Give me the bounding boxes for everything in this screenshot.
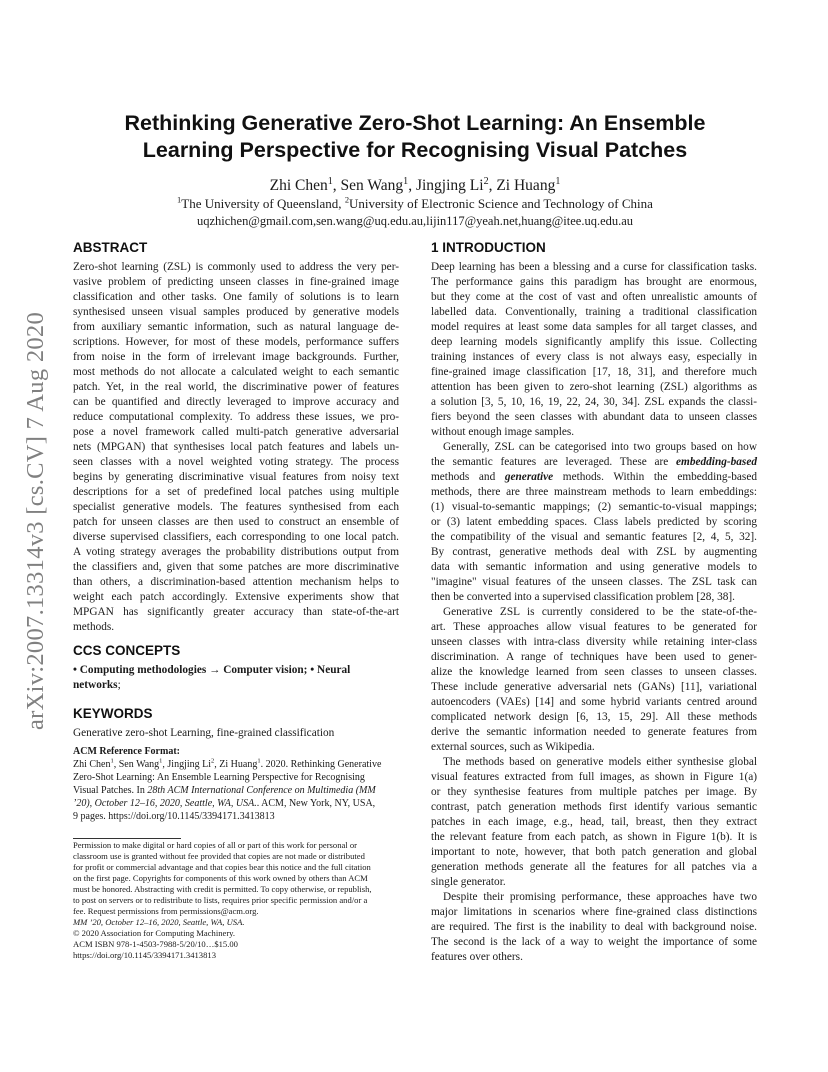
abstract-line: synthesised unseen visual samples produced by generative models — [73, 306, 399, 318]
introduction-heading: 1 INTRODUCTION — [431, 240, 546, 255]
intro-line: model requires at least some data samples for all target classes, and — [431, 321, 757, 333]
arxiv-identifier: arXiv:2007.13314v3 [cs.CV] 7 Aug 2020 — [22, 311, 49, 731]
permission-notice — [73, 840, 403, 961]
emphasis-term: generative — [504, 471, 554, 483]
intro-line: (1) visual-to-semantic mappings; (2) semantic-to-visual mappings; — [431, 501, 757, 513]
abstract-line: the classifiers and, given that some patches are more discriminative — [73, 561, 399, 573]
intro-line: Deep learning has been a blessing and a curse for classification tasks. — [431, 261, 757, 273]
intro-line: training instances of every class is not always easy, especially in — [431, 351, 757, 363]
footnote-rule — [73, 838, 181, 839]
abstract-line: classification and other tasks. One family of solutions is to learn — [73, 291, 399, 303]
intro-line: deep learning models significantly amplify this issue. Collecting — [431, 336, 757, 348]
paper-title — [70, 110, 760, 164]
ref-author: , Sen Wang — [113, 759, 160, 770]
ccs-terminator: ; — [117, 679, 121, 691]
title-line: Rethinking Generative Zero-Shot Learning: An Ensemble — [124, 111, 706, 135]
abstract-line: vasive problem of predicting unseen classes in fine-grained image — [73, 276, 399, 288]
intro-line: "imagine" visual features of the unseen classes. The ZSL task can — [431, 576, 757, 588]
ref-author: , Zi Huang — [214, 759, 258, 770]
copyright-line: © 2020 Association for Computing Machinery. — [73, 928, 236, 938]
ref-line: 9 pages. https://doi.org/10.1145/3394171.3413813 — [73, 811, 275, 822]
intro-line: then be converted into a supervised classification problem [28, 38]. — [431, 591, 735, 603]
ref-text: Visual Patches. In — [73, 785, 148, 796]
affiliation-mark: 1 — [327, 175, 333, 187]
abstract-line: patch for unseen classes are then used to construct an ensemble of — [73, 516, 399, 528]
intro-line: derive the semantic information needed to generate features from — [431, 726, 757, 738]
ref-author: , Jingjing Li — [162, 759, 212, 770]
keywords-heading: KEYWORDS — [73, 706, 153, 721]
affiliation-mark: 1 — [555, 175, 561, 187]
intro-text: the semantic features are leveraged. These are — [431, 456, 677, 468]
intro-line: without enough image samples. — [431, 426, 575, 438]
emphasis-term: embedding-based — [676, 456, 757, 468]
intro-line: visual features extracted from full images, as shown in Figure 1(a) — [431, 771, 757, 783]
affiliation-text: University of Electronic Science and Technology of China — [349, 196, 653, 211]
ref-affiliation-mark: 2 — [211, 757, 215, 765]
intro-line: The methods based on generative models either synthesise global — [443, 756, 757, 768]
permission-line: fee. Request permissions from permissions@acm.org. — [73, 906, 259, 916]
ref-text: . ACM, New York, NY, USA, — [256, 798, 376, 809]
intro-text: methods and — [431, 471, 505, 483]
abstract-line: methods. — [73, 621, 115, 633]
intro-line: the compatibility of the visual and semantic features [2, 4, 5, 32]. — [431, 531, 757, 543]
intro-line: generation methods generate all the features for all patches via a — [431, 861, 757, 873]
intro-line: or (3) latent embedding spaces. Class labels predicted by scoring — [431, 516, 757, 528]
permission-line: on the first page. Copyrights for components of this work owned by others than ACM — [73, 873, 368, 883]
permission-line: classroom use is granted without fee provided that copies are not made or distributed — [73, 851, 365, 861]
abstract-body — [73, 260, 399, 635]
intro-line: art. These approaches allow visual features to be generated for — [431, 621, 757, 633]
intro-line: alize the knowledge learned from seen classes to unseen classes. — [431, 666, 757, 678]
intro-text: methods. Within the embedding-based — [553, 471, 757, 483]
arxiv-sidebar-stamp — [14, 286, 58, 756]
abstract-line: can be quantified and directly leveraged to improve accuracy and — [73, 396, 399, 408]
ref-affiliation-mark: 1 — [257, 757, 261, 765]
ref-affiliation-mark: 1 — [159, 757, 163, 765]
intro-line: methods, there are three mainstream methods to learn embeddings: — [431, 486, 757, 498]
intro-line: but they come at the cost of vast and often unrealistic amounts of — [431, 291, 757, 303]
abstract-line: reduce computational complexity. To address these issues, we pro- — [73, 411, 399, 423]
abstract-line: A voting strategy averages the probability distributions output from — [73, 546, 399, 558]
intro-line: By contrast, generative methods deal with ZSL by augmenting — [431, 546, 757, 558]
intro-line: important to note, however, that both patch generation and global — [431, 846, 757, 858]
intro-line: discrimination. A range of techniques have been used to gener- — [431, 651, 757, 663]
affiliations — [70, 196, 760, 212]
author-separator: , — [488, 177, 497, 194]
intro-line: major limitations in scenarios where fine-grained class distinctions — [431, 906, 757, 918]
keywords-text: Generative zero-shot Learning, fine-grained classification — [73, 727, 335, 739]
acm-reference — [73, 745, 399, 823]
abstract-line: descriptions for a set of predefined local patches using multiple — [73, 486, 399, 498]
abstract-line: seen classes with a novel weighted voting strategy. The process — [73, 456, 399, 468]
intro-line: Generative ZSL is currently considered to be the state-of-the- — [443, 606, 757, 618]
abstract-line: patch. Yet, in the real world, the discriminative power of features — [73, 381, 399, 393]
keywords-body — [73, 726, 399, 741]
intro-line: a solution [3, 5, 10, 16, 19, 22, 24, 30, 34]. ZSL expands the classi- — [431, 396, 757, 408]
intro-line: labelled data. Conventionally, training a traditional classification — [431, 306, 757, 318]
abstract-line: weight each patch accordingly. Extensive experiments show that — [73, 591, 399, 603]
intro-line: data with semantic information and using generative models to — [431, 561, 757, 573]
intro-line: These include generative adversarial nets (GANs) [11], variational — [431, 681, 757, 693]
ccs-concept: networks — [73, 679, 118, 691]
abstract-line: begins by generating discriminative visual features from noisy text — [73, 471, 399, 483]
intro-line: autoencoders (VAEs) [14] and some hybrid variants centred around — [431, 696, 757, 708]
ccs-concept: • Neural — [310, 664, 351, 676]
introduction-body — [431, 260, 757, 965]
conference-line: MM ’20, October 12–16, 2020, Seattle, WA, USA. — [73, 917, 245, 927]
intro-line: complicated network design [6, 13, 15, 29]. All these methods — [431, 711, 757, 723]
ccs-concept: Computer vision; — [223, 664, 308, 676]
intro-line: unseen classes with intra-class diversity while retaining inter-class — [431, 636, 757, 648]
abstract-line: most methods do not allocate a calculated weight to each semantic — [73, 366, 399, 378]
intro-line: are required. The first is the inability to deal with background noise. — [431, 921, 757, 933]
abstract-line: Zero-shot learning (ZSL) is commonly used to address the very per- — [73, 261, 399, 273]
intro-line: fiers beyond the seen classes with abundant data to unseen classes — [431, 411, 757, 423]
intro-line: or they synthesise features from multiple patches per image. By — [431, 786, 757, 798]
ref-line: Zero-Shot Learning: An Ensemble Learning Perspective for Recognising — [73, 772, 365, 783]
intro-line: Despite their promising performance, these approaches have two — [443, 891, 757, 903]
ref-venue: 28th ACM International Conference on Multimedia (MM — [147, 785, 376, 796]
intro-line: the relevant feature from each patch, as shown in Figure 1(b). It is — [431, 831, 757, 843]
permission-line: to post on servers or to redistribute to lists, requires prior specific permission and/or a — [73, 895, 368, 905]
intro-line: external sources, such as Wikipedia. — [431, 741, 595, 753]
intro-line: features over others. — [431, 951, 523, 963]
abstract-line: specialist generative models. The features synthesised from each — [73, 501, 399, 513]
author-name: Sen Wang — [340, 177, 404, 194]
intro-line: patches in each image, e.g., head, tail, breast, then they extract — [431, 816, 757, 828]
author-emails: uqzhichen@gmail.com,sen.wang@uq.edu.au,lijin117@yeah.net,huang@itee.uq.edu.au — [196, 214, 634, 228]
intro-line: attention has been given to zero-shot learning (ZSL) algorithms as — [431, 381, 757, 393]
doi-line: https://doi.org/10.1145/3394171.3413813 — [73, 950, 216, 960]
author-name: Zhi Chen — [269, 177, 328, 194]
ccs-heading: CCS CONCEPTS — [73, 643, 181, 658]
acm-reference-heading: ACM Reference Format: — [73, 746, 180, 757]
isbn-line: ACM ISBN 978-1-4503-7988-5/20/10…$15.00 — [73, 939, 238, 949]
abstract-line: scriptions. However, for most of these models, performance suffers — [73, 336, 399, 348]
intro-line: contrast, patch generation methods first identify various semantic — [431, 801, 757, 813]
intro-line: single generator. — [431, 876, 506, 888]
permission-line: Permission to make digital or hard copies of all or part of this work for personal or — [73, 840, 358, 850]
ref-affiliation-mark: 1 — [110, 757, 114, 765]
intro-line: fine-grained image classification [17, 18, 31], and therefore much — [431, 366, 757, 378]
ref-venue: ’20), October 12–16, 2020, Seattle, WA, USA. — [73, 798, 257, 809]
ccs-concept: • Computing methodologies — [73, 664, 207, 676]
affiliation-number: 2 — [344, 194, 350, 205]
abstract-line: from auxiliary semantic information, such as natural language de- — [73, 321, 399, 333]
affiliation-number: 1 — [177, 194, 182, 205]
author-separator: , — [332, 177, 341, 194]
intro-line: The performance gains this paradigm has brought are enormous, — [431, 276, 757, 288]
affiliation-mark: 1 — [403, 175, 409, 187]
ref-author: Zhi Chen — [73, 759, 111, 770]
abstract-line: nets (MPGAN) that synthesises local patch features and labels un- — [73, 441, 399, 453]
intro-line: Generally, ZSL can be categorised into two groups based on how — [443, 441, 757, 453]
affiliation-mark: 2 — [483, 175, 489, 187]
author-name: Zi Huang — [496, 177, 556, 194]
abstract-heading: ABSTRACT — [73, 240, 148, 255]
abstract-line: pose a novel framework called multi-patch generative adversarial — [73, 426, 399, 438]
abstract-line: from noise in the form of irrelevant image backgrounds. Further, — [73, 351, 399, 363]
author-separator: , — [408, 177, 416, 194]
title-line: Learning Perspective for Recognising Visual Patches — [142, 138, 688, 162]
ccs-arrow: → — [209, 664, 221, 676]
ccs-body — [73, 663, 399, 693]
author-name: Jingjing Li — [415, 177, 484, 194]
author-list — [70, 177, 760, 195]
permission-line: for profit or commercial advantage and that copies bear this notice and the full citation — [73, 862, 371, 872]
abstract-line: MPGAN has significantly greater accuracy than state-of-the-art — [73, 606, 399, 618]
ref-text: . 2020. Rethinking Generative — [260, 759, 382, 770]
abstract-line: than others, a discrimination-based attention mechanism helps to — [73, 576, 399, 588]
abstract-line: diverse supervised classifiers, each corresponding to one local patch. — [73, 531, 399, 543]
permission-line: must be honored. Abstracting with credit is permitted. To copy otherwise, or republish, — [73, 884, 372, 894]
affiliation-text: The University of Queensland, — [181, 196, 345, 211]
intro-line: The second is the lack of a way to weight the importance of some — [431, 936, 757, 948]
